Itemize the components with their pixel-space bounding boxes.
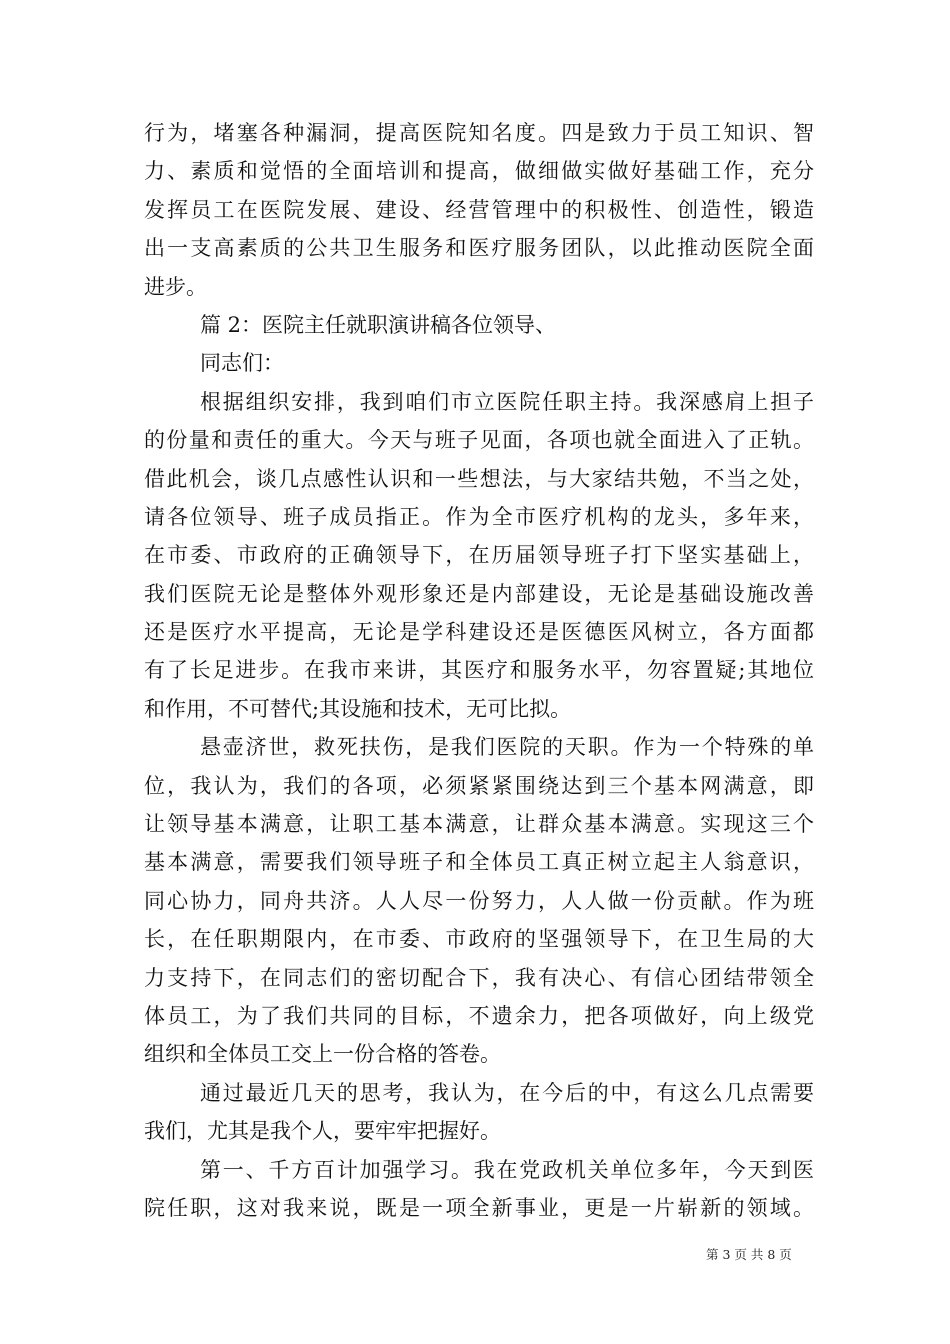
text-line: 我们医院无论是整体外观形象还是内部建设，无论是基础设施改善: [144, 581, 814, 606]
text-line: 第一、千方百计加强学习。我在党政机关单位多年，今天到医: [200, 1157, 814, 1182]
text-line: 同心协力，同舟共济。人人尽一份努力，人人做一份贡献。作为班: [144, 888, 814, 913]
text-line: 基本满意，需要我们领导班子和全体员工真正树立起主人翁意识，: [144, 850, 814, 875]
text-line: 组织和全体员工交上一份合格的答卷。: [144, 1042, 501, 1067]
text-line: 根据组织安排，我到咱们市立医院任职主持。我深感肩上担子: [200, 389, 814, 414]
text-line: 让领导基本满意，让职工基本满意，让群众基本满意。实现这三个: [144, 812, 814, 837]
salutation: 同志们：: [200, 351, 284, 376]
text-line: 借此机会，谈几点感性认识和一些想法，与大家结共勉，不当之处，: [144, 466, 814, 491]
text-line: 行为，堵塞各种漏洞，提高医院知名度。四是致力于员工知识、智: [144, 121, 814, 145]
text-line: 力、素质和觉悟的全面培训和提高，做细做实做好基础工作，充分: [144, 159, 814, 184]
text-line: 的份量和责任的重大。今天与班子见面，各项也就全面进入了正轨。: [144, 428, 814, 453]
text-line: 和作用，不可替代;其设施和技术，无可比拟。: [144, 696, 572, 721]
text-line: 体员工，为了我们共同的目标，不遗余力，把各项做好，向上级党: [144, 1003, 814, 1028]
text-line: 出一支高素质的公共卫生服务和医疗服务团队，以此推动医院全面: [144, 236, 814, 261]
text-line: 通过最近几天的思考，我认为，在今后的中，有这么几点需要: [200, 1080, 814, 1105]
text-line: 悬壶济世，救死扶伤，是我们医院的天职。作为一个特殊的单: [200, 735, 814, 760]
document-body: [144, 114, 814, 1227]
text-line: 位，我认为，我们的各项，必须紧紧围绕达到三个基本网满意，即: [144, 773, 814, 798]
page-number-footer: 第 3 页 共 8 页: [706, 1247, 792, 1262]
text-line: 力支持下，在同志们的密切配合下，我有决心、有信心团结带领全: [144, 965, 814, 990]
text-line: 在市委、市政府的正确领导下，在历届领导班子打下坚实基础上，: [144, 543, 814, 568]
text-line: 还是医疗水平提高，无论是学科建设还是医德医风树立，各方面都: [144, 620, 814, 645]
text-line: 发挥员工在医院发展、建设、经营管理中的积极性、创造性，锻造: [144, 197, 814, 222]
text-line: 有了长足进步。在我市来讲，其医疗和服务水平，勿容置疑;其地位: [144, 658, 814, 683]
section-heading: 篇 2：医院主任就职演讲稿各位领导、: [200, 312, 557, 337]
text-line: 院任职，这对我来说，既是一项全新事业，更是一片崭新的领域。: [144, 1195, 814, 1220]
text-line: 长，在任职期限内，在市委、市政府的坚强领导下，在卫生局的大: [144, 927, 814, 952]
text-line: 请各位领导、班子成员指正。作为全市医疗机构的龙头，多年来，: [144, 504, 814, 529]
text-line: 进步。: [144, 274, 207, 299]
text-line: 我们，尤其是我个人，要牢牢把握好。: [144, 1119, 501, 1144]
